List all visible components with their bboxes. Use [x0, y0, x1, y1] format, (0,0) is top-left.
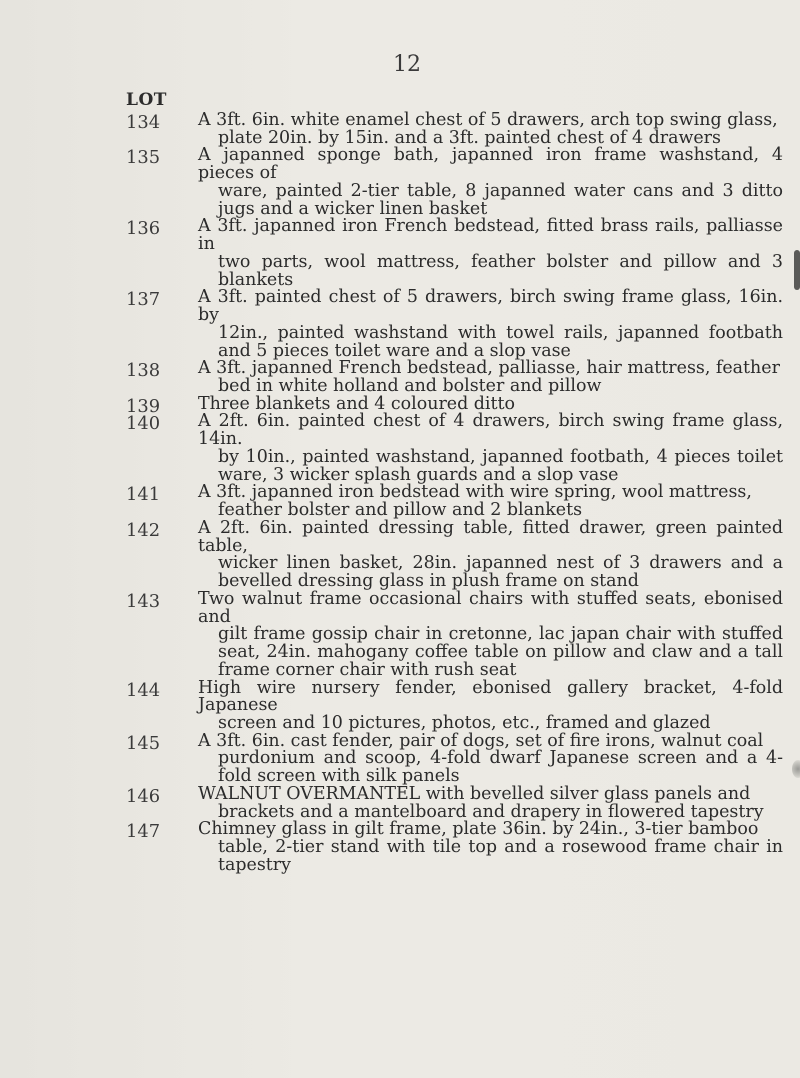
lot-number: 138 [126, 360, 161, 382]
lot-description-first-line: A 3ft. 6in. white enamel chest of 5 drawers, arch top swing glass, [198, 110, 778, 130]
lot-description-continuation: gilt frame gossip chair in cretonne, lac japan chair with stuffed seat, 24in. mahogany coffee table on pillow and claw and a tall frame corner chair with rush seat [218, 624, 783, 680]
lot-description-first-line: A 2ft. 6in. painted dressing table, fitted drawer, green painted table, [198, 517, 783, 556]
lot-description-continuation: screen and 10 pictures, photos, etc., framed and glazed [218, 712, 711, 733]
page-number: 12 [393, 52, 421, 77]
lot-description-first-line: A 3ft. japanned French bedstead, palliasse, hair mattress, feather [198, 358, 780, 379]
lot-description-continuation: 12in., painted washstand with towel rails, japanned footbath and 5 pieces toilet ware and a slop vase [218, 322, 783, 361]
lot-description [198, 517, 783, 592]
lot-description-continuation: brackets and a mantelboard and drapery in flowered tapestry [218, 801, 764, 822]
lot-description [198, 360, 783, 395]
lot-description [198, 588, 783, 680]
lot-number: 141 [126, 484, 161, 506]
lot-description-continuation: bed in white holland and bolster and pillow [218, 376, 602, 397]
lot-description [198, 484, 783, 519]
lot-description-first-line: A 3ft. japanned iron bedstead with wire spring, wool mattress, [198, 482, 752, 503]
lot-description-continuation: two parts, wool mattress, feather bolster and pillow and 3 blankets [218, 251, 783, 290]
lot-description-continuation: feather bolster and pillow and 2 blankets [218, 500, 583, 521]
lot-description-first-line: Chimney glass in gilt frame, plate 36in. by 24in., 3-tier bamboo [198, 819, 759, 840]
page-edge-mark [794, 250, 800, 290]
lot-number: 145 [126, 732, 161, 754]
lot-number: 144 [126, 679, 161, 701]
lot-description-continuation: ware, painted 2-tier table, 8 japanned water cans and 3 ditto jugs and a wicker linen basket [218, 180, 783, 219]
lot-description-first-line: A 3ft. painted chest of 5 drawers, birch swing frame glass, 16in. by [198, 287, 783, 326]
lot-description [198, 821, 783, 874]
lot-description-first-line: A japanned sponge bath, japanned iron frame washstand, 4 pieces of [198, 145, 783, 184]
lot-description-first-line: A 2ft. 6in. painted chest of 4 drawers, birch swing frame glass, 14in. [198, 411, 783, 450]
lot-number: 137 [126, 289, 161, 311]
lot-column-header: LOT [126, 90, 167, 110]
lot-description-first-line: A 3ft. 6in. cast fender, pair of dogs, set of fire irons, walnut coal [198, 730, 764, 751]
lot-number: 140 [126, 413, 161, 435]
lot-number: 143 [126, 590, 161, 612]
lot-number: 147 [126, 821, 161, 843]
lot-number: 135 [126, 147, 161, 169]
lot-description [198, 783, 783, 822]
lot-description [198, 289, 783, 360]
lot-description-continuation: by 10in., painted washstand, japanned footbath, 4 pieces toilet ware, 3 wicker splash guards and a slop vase [218, 446, 783, 485]
lot-number: 146 [126, 785, 161, 807]
ink-smudge [792, 760, 800, 778]
lot-description [198, 218, 783, 289]
lot-description [198, 413, 783, 484]
lot-description-continuation: plate 20in. by 15in. and a 3ft. painted chest of 4 drawers [218, 127, 721, 148]
lot-description [198, 677, 783, 733]
lot-description-first-line: A 3ft. japanned iron French bedstead, fitted brass rails, palliasse in [198, 216, 783, 255]
lot-description-continuation: wicker linen basket, 28in. japanned nest of 3 drawers and a bevelled dressing glass in plush frame on stand [218, 553, 783, 592]
lot-description-continuation: purdonium and scoop, 4-fold dwarf Japanese screen and a 4-fold screen with silk panels [218, 748, 783, 787]
lot-description-continuation: table, 2-tier stand with tile top and a rosewood frame chair in tapestry [218, 837, 783, 875]
lot-description [198, 147, 783, 218]
lot-number: 136 [126, 218, 161, 240]
lot-description [198, 112, 783, 147]
lot-description-first-line: WALNUT OVERMANTEL with bevelled silver glass panels and [198, 783, 751, 804]
lot-description-first-line: Two walnut frame occasional chairs with stuffed seats, ebonised and [198, 588, 783, 627]
lot-description [198, 730, 783, 787]
lot-number: 134 [126, 112, 161, 133]
lot-description-first-line: Three blankets and 4 coloured ditto [198, 393, 515, 414]
lot-number: 139 [126, 395, 161, 417]
lot-description-first-line: High wire nursery fender, ebonised gallery bracket, 4-fold Japanese [198, 677, 783, 716]
lot-number: 142 [126, 519, 161, 541]
